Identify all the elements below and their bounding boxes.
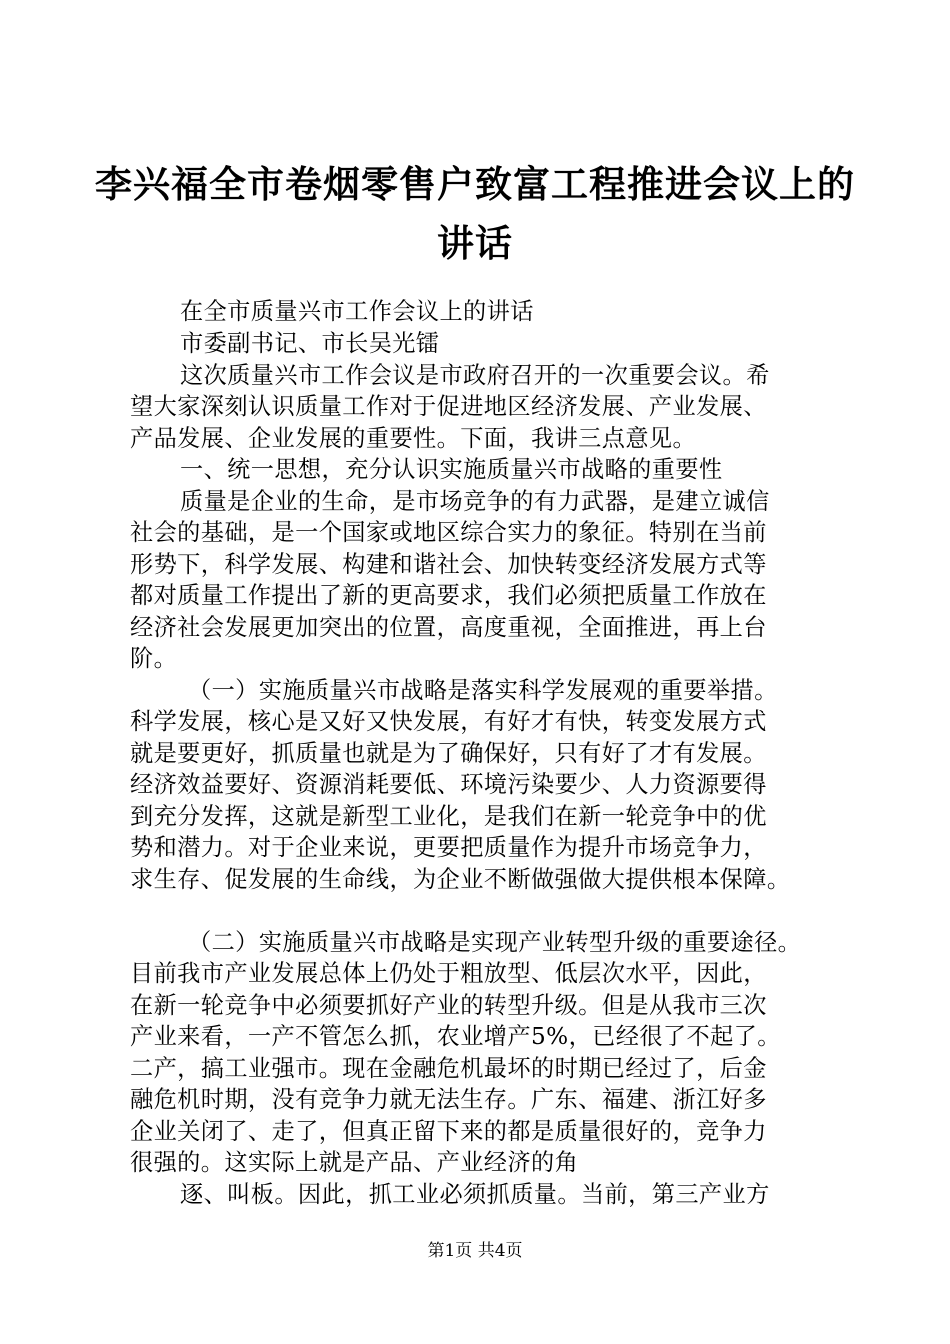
- paragraph-line: 产业来看，一产不管怎么抓，农业增产5%，已经很了不起了。: [130, 1023, 781, 1050]
- document-title-line-1: 李兴福全市卷烟零售户致富工程推进会议上的: [95, 162, 855, 206]
- paragraph-line: 产品发展、企业发展的重要性。下面，我讲三点意见。: [130, 425, 697, 452]
- paragraph-line: 融危机时期，没有竞争力就无法生存。广东、福建、浙江好多: [130, 1086, 767, 1113]
- paragraph-line: 经济社会发展更加突出的位置，高度重视，全面推进，再上台: [130, 614, 767, 641]
- paragraph-line: 阶。: [130, 645, 178, 672]
- paragraph-line: 很强的。这实际上就是产品、产业经济的角: [130, 1149, 579, 1176]
- section-heading: 一、统一思想，充分认识实施质量兴市战略的重要性: [180, 456, 723, 483]
- page-number: 第1页 共4页: [427, 1241, 523, 1261]
- paragraph-line: 二产，搞工业强市。现在金融危机最坏的时期已经过了，后金: [130, 1055, 767, 1082]
- paragraph-line: 到充分发挥，这就是新型工业化，是我们在新一轮竞争中的优: [130, 803, 767, 830]
- paragraph-line: 这次质量兴市工作会议是市政府召开的一次重要会议。希: [180, 362, 770, 389]
- paragraph-line: 经济效益要好、资源消耗要低、环境污染要少、人力资源要得: [130, 771, 767, 798]
- paragraph-line: 望大家深刻认识质量工作对于促进地区经济发展、产业发展、: [130, 393, 767, 420]
- paragraph-line: 在新一轮竞争中必须要抓好产业的转型升级。但是从我市三次: [130, 992, 767, 1019]
- paragraph-line: 企业关闭了、走了，但真正留下来的都是质量很好的，竞争力: [130, 1118, 767, 1145]
- paragraph-line: 逐、叫板。因此，抓工业必须抓质量。当前，第三产业方: [180, 1181, 770, 1208]
- paragraph-line: 目前我市产业发展总体上仍处于粗放型、低层次水平，因此，: [130, 960, 767, 987]
- subsection-line: （一）实施质量兴市战略是落实科学发展观的重要举措。: [188, 677, 778, 704]
- subsection-line: （二）实施质量兴市战略是实现产业转型升级的重要途径。: [188, 929, 802, 956]
- paragraph-line: 社会的基础，是一个国家或地区综合实力的象征。特别在当前: [130, 519, 767, 546]
- document-title-line-2: 讲话: [437, 221, 513, 265]
- paragraph-line: 都对质量工作提出了新的更高要求，我们必须把质量工作放在: [130, 582, 767, 609]
- speech-heading: 在全市质量兴市工作会议上的讲话: [180, 298, 534, 325]
- paragraph-line: 求生存、促发展的生命线，为企业不断做强做大提供根本保障。: [130, 866, 791, 893]
- paragraph-line: 质量是企业的生命，是市场竞争的有力武器，是建立诚信: [180, 488, 770, 515]
- paragraph-line: 就是要更好，抓质量也就是为了确保好，只有好了才有发展。: [130, 740, 767, 767]
- speaker-line: 市委副书记、市长吴光镭: [180, 330, 440, 357]
- paragraph-line: 形势下，科学发展、构建和谐社会、加快转变经济发展方式等: [130, 551, 767, 578]
- paragraph-line: 势和潜力。对于企业来说，更要把质量作为提升市场竞争力，: [130, 834, 767, 861]
- paragraph-line: 科学发展，核心是又好又快发展，有好才有快，转变发展方式: [130, 708, 767, 735]
